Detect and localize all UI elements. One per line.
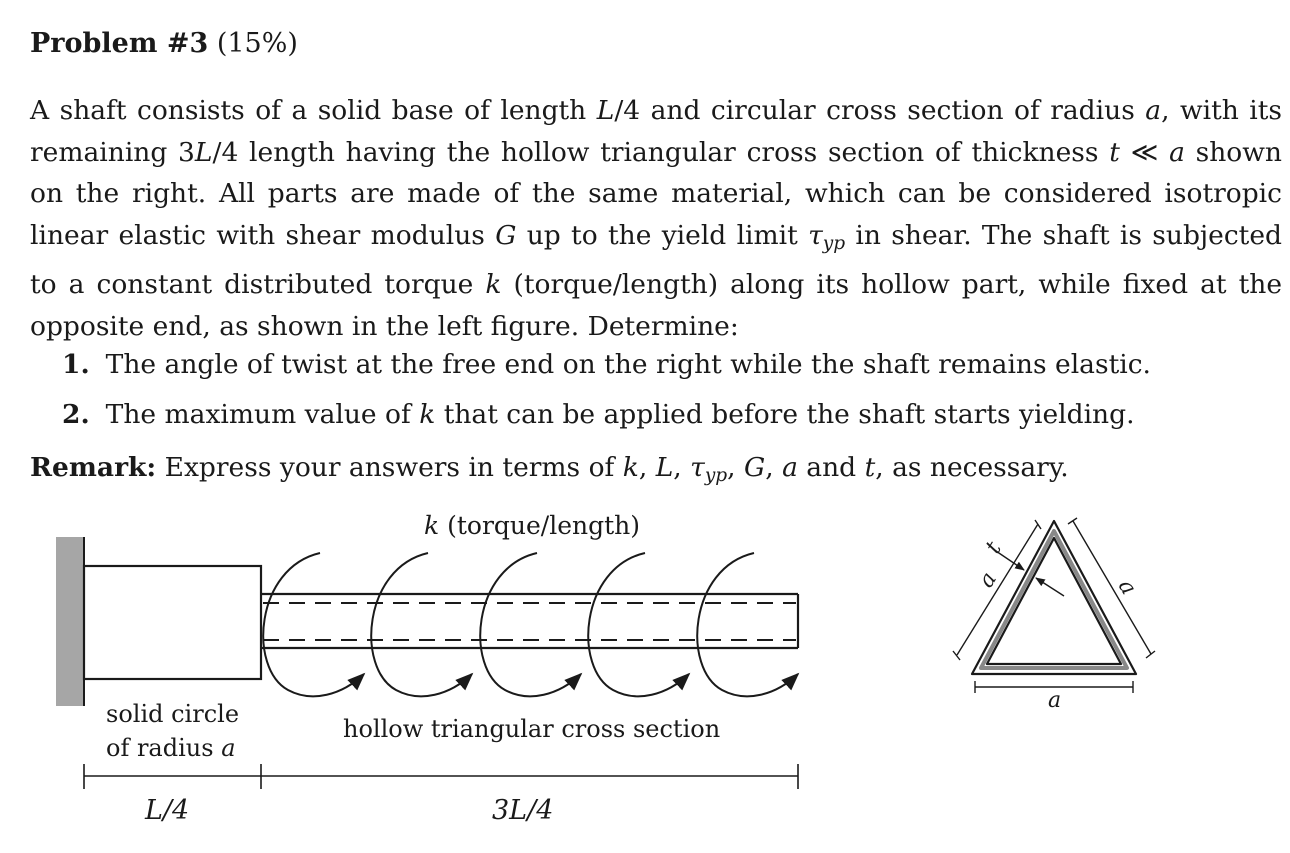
- cross-section-figure: [940, 505, 1170, 725]
- remark-text: , as necessary.: [875, 452, 1069, 483]
- item-text: The maximum value of: [105, 399, 420, 430]
- var-a: a: [782, 452, 798, 483]
- fixed-wall: [56, 537, 84, 706]
- question-list: [62, 345, 1262, 445]
- statement-text: shown on the right. All parts are made of the same material, which can be considered isotropic linear elastic with shear modulus: [30, 136, 1282, 251]
- remark-label: Remark:: [30, 452, 157, 483]
- dim-hollow-length: 3L/4: [492, 795, 554, 826]
- var-t: t: [1109, 136, 1120, 168]
- statement-text: in shear. The shaft is subjected to a constant distributed torque: [30, 219, 1282, 300]
- statement-text: /4 length having the hollow triangular cross section of thickness: [212, 136, 1110, 168]
- torque-arrow: [480, 553, 581, 696]
- torque-arrow: [588, 553, 689, 696]
- dim-solid-length: L/4: [145, 795, 190, 826]
- torque-label: k (torque/length): [424, 511, 641, 540]
- var-tau: τ: [690, 452, 705, 483]
- problem-title: [30, 28, 298, 59]
- torque-arrows: [263, 553, 798, 696]
- var-G: G: [744, 452, 766, 483]
- solid-section: [84, 566, 261, 679]
- statement-text: up to the yield limit: [516, 219, 809, 251]
- remark-text: ,: [765, 452, 783, 483]
- triangle-tube: [972, 521, 1136, 674]
- var-k: k: [419, 399, 436, 430]
- var-L: L: [194, 136, 213, 168]
- dimension-line: [84, 764, 798, 789]
- problem-number: Problem #3: [30, 28, 209, 59]
- side-label-left: a: [973, 567, 1003, 593]
- problem-statement: [30, 90, 1282, 347]
- item-number: 1.: [62, 349, 90, 380]
- torque-arrow: [263, 553, 364, 696]
- torque-arrow: [371, 553, 472, 696]
- statement-text: (torque/length) along its hollow part, while fixed at the opposite end, as shown in the left figure. Determine:: [30, 269, 1282, 342]
- var-L: L: [655, 452, 674, 483]
- var-a: a: [1169, 136, 1185, 168]
- statement-text: /4 and circular cross section of radius: [614, 95, 1146, 126]
- statement-text: , with its remaining 3: [30, 95, 1283, 168]
- var-k: k: [622, 452, 639, 483]
- remark-text: ,: [727, 452, 745, 483]
- side-label-bottom: a: [1048, 688, 1062, 713]
- var-tau: τ: [808, 219, 823, 251]
- solid-label-line2: of radius a: [106, 734, 236, 762]
- subscript-yp: yp: [704, 465, 728, 486]
- var-k: k: [485, 269, 502, 300]
- var-L: L: [596, 95, 615, 126]
- hollow-label: hollow triangular cross section: [343, 715, 721, 743]
- thickness-label: t: [980, 537, 1007, 559]
- remark-text: ,: [638, 452, 656, 483]
- var-G: G: [495, 219, 517, 251]
- question-item-1: [62, 345, 1262, 395]
- remark-text: and: [797, 452, 865, 483]
- remark-text: ,: [673, 452, 691, 483]
- question-item-2: [62, 395, 1262, 445]
- item-text: that can be applied before the shaft starts yielding.: [435, 399, 1135, 430]
- var-t: t: [864, 452, 876, 483]
- subscript-yp: yp: [822, 232, 846, 254]
- remark: [30, 452, 1069, 486]
- solid-label-line1: solid circle: [106, 700, 240, 728]
- statement-text: A shaft consists of a solid base of length: [30, 95, 597, 126]
- side-label-right: a: [1112, 575, 1142, 600]
- var-a: a: [1145, 95, 1162, 126]
- hollow-section: [261, 594, 798, 648]
- problem-weight: (15%): [216, 28, 298, 59]
- torque-arrow: [697, 553, 798, 696]
- item-number: 2.: [62, 399, 90, 430]
- statement-text: ≪: [1119, 136, 1170, 168]
- shaft-figure: [0, 505, 860, 853]
- item-text: The angle of twist at the free end on the right while the shaft remains elastic.: [105, 349, 1151, 380]
- remark-text: Express your answers in terms of: [156, 452, 623, 483]
